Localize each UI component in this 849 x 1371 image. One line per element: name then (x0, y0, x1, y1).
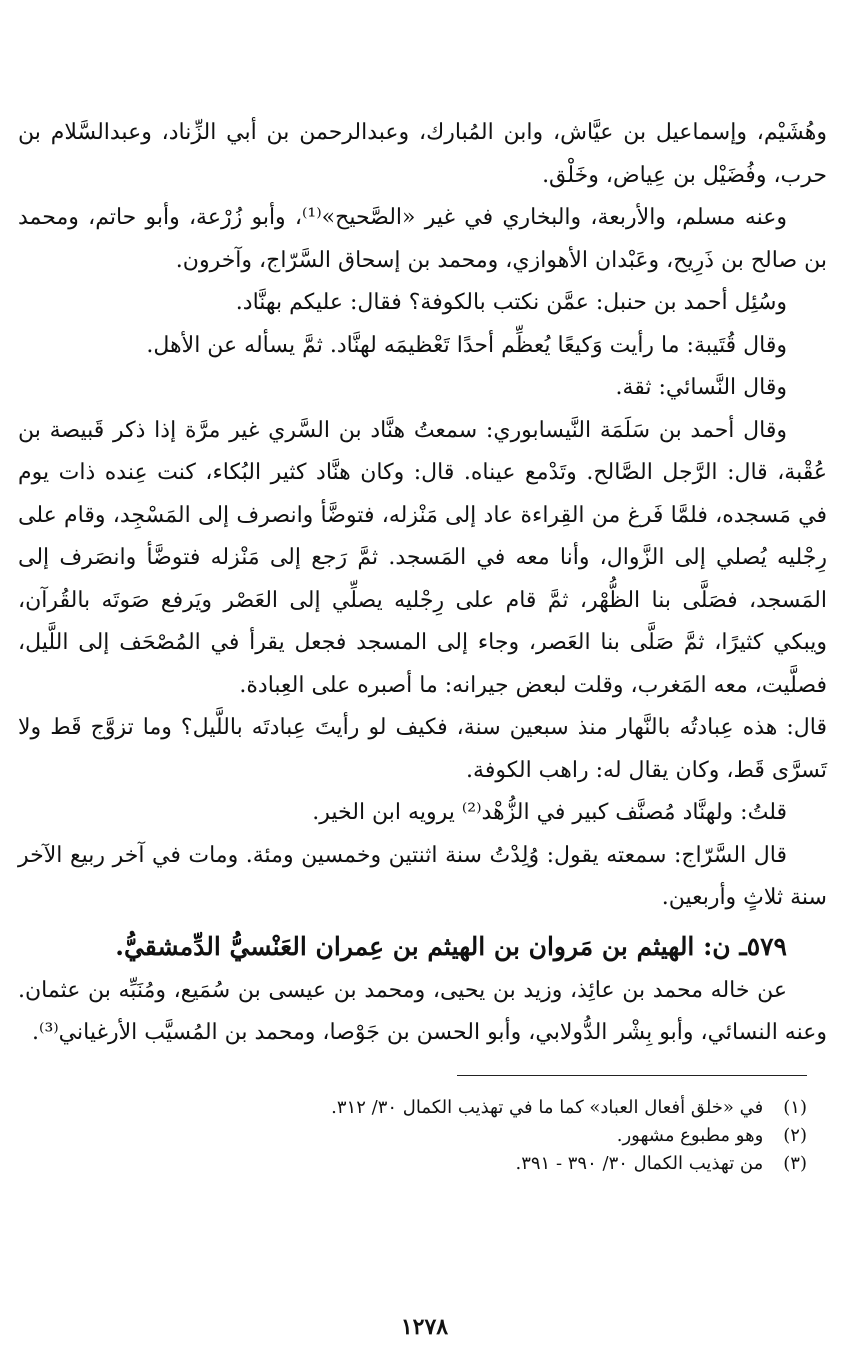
footnote-text: في «خلق أفعال العباد» كما ما في تهذيب الكمال ٣٠/ ٣١٢. (331, 1096, 764, 1118)
paragraph: وسُئِل أحمد بن حنبل: عمَّن نكتب بالكوفة؟ فقال: عليكم بهنَّاد. (235, 290, 787, 315)
footnote (18, 1122, 807, 1150)
footnote-marker: (٢) (783, 1124, 807, 1146)
paragraph: وقال أحمد بن سَلَمَة النَّيسابوري: سمعتُ هنَّاد بن السَّري غير مرَّة إذا ذكر قَبيصة بن عُقْبة، قال: الرَّجل الصَّالح. وتَدْمع عيناه. قال: وكان هنَّاد كثير البُكاء، كنت عِنده ذات يوم في مَسجده، فلمَّا فَرغ من القِراءة عاد إلى مَنْزله، فتوضَّأ وانصرف إلى المَسْجِد، وقام على رِجْليه يُصلي إلى الزَّوال، وأنا معه في المَسجد. ثمَّ رَجع إلى مَنْزله فتوضَّأ وانصَرف إلى المَسجد، فصَلَّى بنا الظُّهْر، ثمَّ قام على رِجْليه يصلِّي إلى العَصْر ويَرفع صَوتَه بالقُرآن، ويبكي كثيرًا، ثمَّ صَلَّى بنا العَصر، وجاء إلى المسجد فجعل يقرأ في المُصْحَف إلى اللَّيل، فصلَّيت، معه المَغرب، وقلت لبعض جيرانه: ما أصبره على العِبادة. (18, 417, 827, 698)
paragraph: وهُشَيْم، وإسماعيل بن عيَّاش، وابن المُبارك، وعبدالرحمن بن أبي الزِّناد، وعبدالسَّلام بن حرب، وفُضَيْل بن عِياض، وخَلْق. (18, 120, 827, 188)
footnote-marker: (٣) (783, 1152, 807, 1174)
paragraph: قال: هذه عِبادتُه بالنَّهار منذ سبعين سنة، فكيف لو رأيتَ عِبادتَه باللَّيل؟ وما تزوَّج قَط ولا تَسرَّى قَط، وكان يقال له: راهب الكوفة. (18, 715, 827, 783)
paragraph: قلتُ: ولهنَّاد مُصنَّف كبير في الزُّهْد⁽²⁾ يرويه ابن الخير. (312, 800, 787, 825)
entry-heading: ٥٧٩ـ ن: الهيثم بن مَروان بن الهيثم بن عِمران العَنْسيُّ الدِّمشقيُّ. (115, 931, 787, 961)
paragraph: وقال قُتَيبة: ما رأيت وَكيعًا يُعظِّم أحدًا تَعْظيمَه لهنَّاد. ثمَّ يسأله عن الأهل. (146, 332, 787, 358)
main-text (18, 112, 827, 1055)
page-number: ١٢٧٨ (400, 1314, 449, 1340)
paragraph: وعنه مسلم، والأربعة، والبخاري في غير «الصَّحيح»⁽¹⁾، وأبو زُرْعة، وأبو حاتم، ومحمد بن صالح بن ذَرِيح، وعَبْدان الأهوازي، ومحمد بن إسحاق السَّرّاج، وآخرون. (18, 205, 827, 273)
footnote-divider (457, 1075, 807, 1076)
footnote (18, 1094, 807, 1122)
entry-paragraph: عن خاله محمد بن عائِذ، وزيد بن يحيى، ومحمد بن عيسى بن سُمَيع، ومُنَبِّه بن عثمان. وعنه النسائي، وأبو بِشْر الدُّولابي، وأبو الحسن بن جَوْصا، ومحمد بن المُسيَّب الأرغياني⁽³⁾. (18, 977, 827, 1045)
paragraph: وقال النَّسائي: ثقة. (615, 375, 787, 400)
footnote-text: من تهذيب الكمال ٣٠/ ٣٩٠ - ٣٩١. (515, 1152, 764, 1174)
footnotes (18, 1094, 827, 1178)
footnote (18, 1150, 807, 1178)
paragraph: قال السَّرّاج: سمعته يقول: وُلِدْتُ سنة اثنتين وخمسين ومئة. ومات في آخر ربيع الآخر سنة ثلاثٍ وأربعين. (18, 842, 827, 910)
footnote-text: وهو مطبوع مشهور. (616, 1124, 764, 1146)
footnote-marker: (١) (783, 1096, 807, 1118)
